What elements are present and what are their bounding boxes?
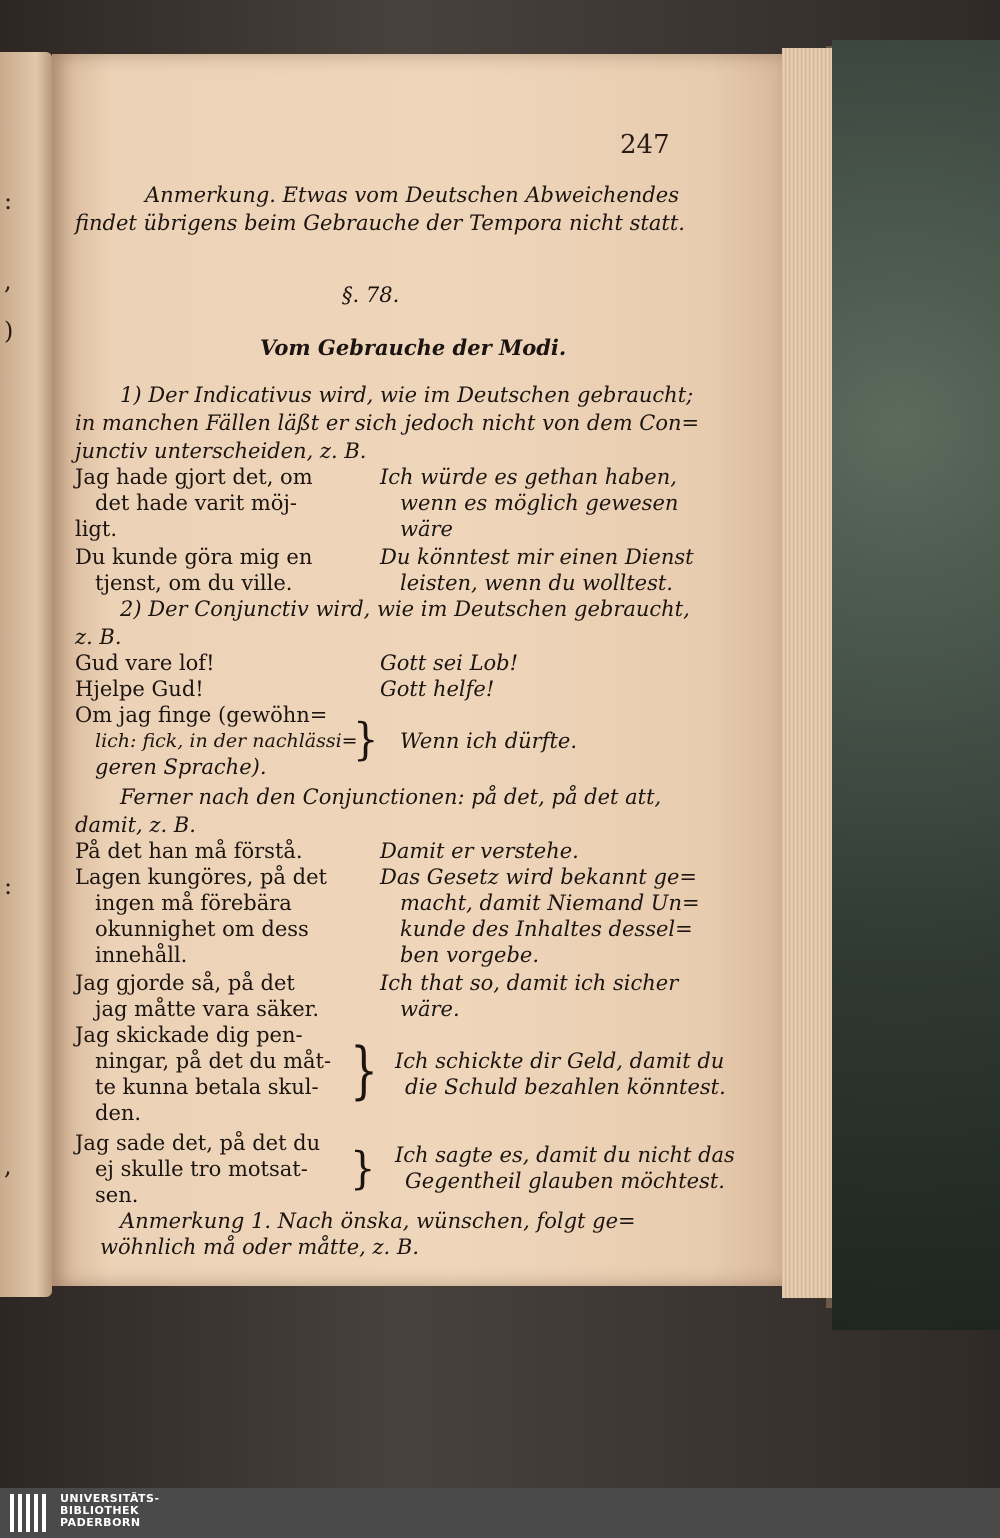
left-mark: , bbox=[4, 1152, 12, 1180]
german-translation: Gegentheil glauben möchtest. bbox=[405, 1169, 725, 1193]
library-logo-icon bbox=[10, 1494, 50, 1532]
german-translation: wäre. bbox=[400, 997, 460, 1021]
section-heading: Vom Gebrauche der Modi. bbox=[260, 335, 567, 360]
german-translation: Du könntest mir einen Dienst bbox=[380, 545, 694, 569]
swedish-example: det hade varit möj- bbox=[95, 491, 297, 515]
german-translation: Ich sagte es, damit du nicht das bbox=[395, 1143, 735, 1167]
german-translation: leisten, wenn du wolltest. bbox=[400, 571, 673, 595]
swedish-example: Lagen kungöres, på det bbox=[75, 865, 327, 889]
text-line: z. B. bbox=[75, 625, 122, 649]
german-translation: Wenn ich dürfte. bbox=[400, 729, 578, 753]
brace: } bbox=[353, 714, 379, 766]
text-line: junctiv unterscheiden, z. B. bbox=[75, 439, 367, 463]
page-edges bbox=[782, 48, 832, 1298]
text-line: damit, z. B. bbox=[75, 813, 196, 837]
swedish-example: tjenst, om du ville. bbox=[95, 571, 293, 595]
left-mark: : bbox=[4, 872, 13, 900]
german-translation: wäre bbox=[400, 517, 453, 541]
german-translation: Damit er verstehe. bbox=[380, 839, 579, 863]
swedish-example: jag måtte vara säker. bbox=[95, 997, 320, 1021]
text-line: Anmerkung. Etwas vom Deutschen Abweichendes bbox=[145, 183, 679, 207]
left-mark: , bbox=[4, 267, 12, 295]
german-translation: macht, damit Niemand Un= bbox=[400, 891, 700, 915]
section-number: §. 78. bbox=[342, 283, 400, 307]
left-mark: ) bbox=[4, 317, 14, 345]
german-translation: die Schuld bezahlen könntest. bbox=[405, 1075, 726, 1099]
swedish-example: Du kunde göra mig en bbox=[75, 545, 313, 569]
page-number: 247 bbox=[620, 130, 670, 160]
library-name bbox=[60, 1493, 160, 1529]
brace: } bbox=[350, 1143, 376, 1195]
library-name-line: BIBLIOTHEK bbox=[60, 1504, 140, 1517]
swedish-example: Gud vare lof! bbox=[75, 651, 215, 675]
swedish-example: ligt. bbox=[75, 517, 117, 541]
swedish-example: Jag sade det, på det du bbox=[75, 1131, 321, 1155]
swedish-example: te kunna betala skul- bbox=[95, 1075, 319, 1099]
library-name-line: PADERBORN bbox=[60, 1516, 141, 1529]
swedish-example: Hjelpe Gud! bbox=[75, 677, 204, 701]
swedish-example: innehåll. bbox=[95, 943, 188, 967]
text-line: Ferner nach den Conjunctionen: på det, på det att, bbox=[120, 785, 662, 809]
swedish-example: ingen må förebära bbox=[95, 891, 292, 915]
swedish-example: ningar, på det du måt- bbox=[95, 1049, 332, 1073]
library-footer bbox=[0, 1488, 1000, 1538]
left-mark: : bbox=[4, 187, 13, 215]
text-line: 1) Der Indicativus wird, wie im Deutschen gebraucht; bbox=[120, 383, 694, 407]
swedish-example: Jag gjorde så, på det bbox=[75, 971, 295, 995]
swedish-example: På det han må förstå. bbox=[75, 839, 303, 863]
german-translation: kunde des Inhaltes dessel= bbox=[400, 917, 693, 941]
swedish-example: sen. bbox=[95, 1183, 139, 1207]
swedish-example: lich: fick, in der nachlässi= bbox=[95, 730, 358, 752]
swedish-example: Jag skickade dig pen- bbox=[75, 1023, 303, 1047]
book-cover bbox=[832, 40, 1000, 1330]
german-translation: Das Gesetz wird bekannt ge= bbox=[380, 865, 697, 889]
swedish-example: Om jag finge (gewöhn= bbox=[75, 703, 328, 727]
swedish-example: okunnighet om dess bbox=[95, 917, 309, 941]
text-line: wöhnlich må oder måtte, z. B. bbox=[100, 1235, 420, 1259]
swedish-example: Jag hade gjort det, om bbox=[75, 465, 313, 489]
left-page-edge bbox=[0, 52, 52, 1297]
german-translation: Gott sei Lob! bbox=[380, 651, 519, 675]
text-line: in manchen Fällen läßt er sich jedoch nicht von dem Con= bbox=[75, 411, 700, 435]
brace: } bbox=[350, 1035, 378, 1107]
german-translation: Ich that so, damit ich sicher bbox=[380, 971, 679, 995]
library-name-line: UNIVERSITÄTS- bbox=[60, 1492, 160, 1505]
german-translation: Ich würde es gethan haben, bbox=[380, 465, 677, 489]
swedish-example: den. bbox=[95, 1101, 142, 1125]
german-translation: Gott helfe! bbox=[380, 677, 495, 701]
text-line: 2) Der Conjunctiv wird, wie im Deutschen gebraucht, bbox=[120, 597, 690, 621]
german-translation: wenn es möglich gewesen bbox=[400, 491, 679, 515]
german-translation: Ich schickte dir Geld, damit du bbox=[395, 1049, 725, 1073]
swedish-example: geren Sprache). bbox=[95, 755, 267, 779]
german-translation: ben vorgebe. bbox=[400, 943, 540, 967]
text-line: findet übrigens beim Gebrauche der Tempora nicht statt. bbox=[75, 211, 685, 235]
swedish-example: ej skulle tro motsat- bbox=[95, 1157, 308, 1181]
text-line: Anmerkung 1. Nach önska, wünschen, folgt ge= bbox=[120, 1209, 636, 1233]
